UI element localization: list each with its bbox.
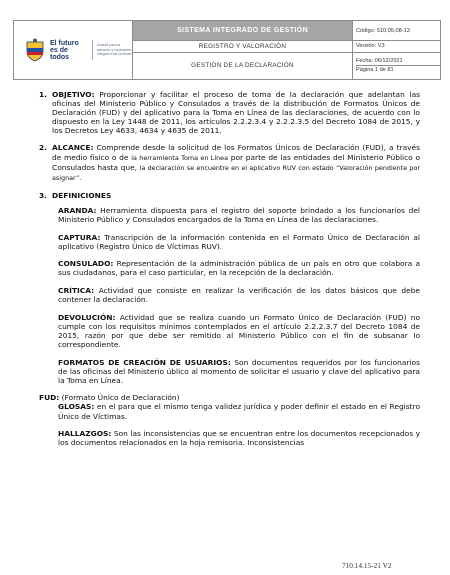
section-text: Proporcionar y facilitar el proceso de toma de la declaración que adelantan las oficinas del Ministerio Público y Consulados a través de la distribución de Formatos Únicos de Declaración (FUD) y del aplicativo para la Toma en Línea de las declaraciones, de acuerdo con lo dispuesto en la Ley 1448 de 2011, los artículos 2.2.2.3.4 y 2.2.2.3.5 del Decreto 1084 de 2015, y los Decretos Ley 4633, 4634 y 4635 de 2011. bbox=[52, 90, 420, 136]
doc-date: Fecha: 06/12/2021 bbox=[356, 57, 440, 66]
definition-text: Son documentos requeridos por los funcionarios de las oficinas del Ministerio úblico al momento de solicitar el usuario y clave del aplicativo para la Toma en Línea. bbox=[58, 357, 420, 385]
system-title: SISTEMA INTEGRADO DE GESTIÓN bbox=[133, 21, 353, 41]
definition-devolucion bbox=[58, 313, 420, 349]
doc-code: Código: 510,05,08-13 bbox=[353, 21, 441, 41]
section-text-small: la herramienta Toma en Línea bbox=[131, 153, 228, 162]
definition-text: Actividad que se realiza cuando un Formato Único de Declaración (FUD) no cumple con los requisitos mínimos contemplados en el artículo 2.2.2.3.7 del Decreto 1084 de 2015, razón por que debe ser remitido al Ministerio Público con el fin de subsanar lo correspondiente. bbox=[58, 312, 420, 349]
doc-page: Página 1 de 81 bbox=[356, 67, 394, 74]
definition-term: GLOSAS: bbox=[58, 402, 95, 412]
process-name: REGISTRO Y VALORACIÓN bbox=[133, 41, 353, 52]
definition-fud bbox=[39, 393, 420, 420]
logo-entity-text: Unidad para la atención y reparación integral a las víctimas bbox=[96, 43, 132, 57]
definition-term: FUD: bbox=[39, 393, 60, 403]
logo-line-1: El futuro bbox=[50, 39, 79, 47]
definition-consulado bbox=[58, 259, 420, 277]
section-definiciones bbox=[39, 190, 420, 200]
coat-of-arms-icon bbox=[24, 38, 46, 62]
definition-text: Transcripción de la información contenida en el Formato Único de Declaración al aplicativo (Registro Único de Víctimas RUV). bbox=[58, 232, 420, 251]
definition-captura bbox=[58, 233, 420, 251]
section-text: por parte de las entidades del Ministerio Público o Consulados hasta que, bbox=[52, 152, 420, 172]
document-body bbox=[0, 90, 450, 447]
section-number: 3. bbox=[39, 190, 48, 200]
logo-cell bbox=[14, 21, 133, 80]
definition-term: DEVOLUCIÓN: bbox=[58, 312, 116, 322]
footer-document-code: 710.14.15-21 V2 bbox=[342, 561, 392, 570]
definition-term: ARANDA: bbox=[58, 205, 97, 215]
doc-date-page bbox=[353, 52, 441, 79]
definition-text: Son las inconsistencias que se encuentran entre los documentos recepcionados y los documentos relacionados en la hoja remisoria. Inconsistencias bbox=[58, 429, 420, 448]
institution-logo bbox=[14, 38, 132, 62]
section-text-small: la declaración se encuentre en el aplicativo RUV con estado “Valoración pendiente por asignar”. bbox=[52, 163, 421, 182]
section-number: 1. bbox=[39, 90, 48, 99]
definition-critica bbox=[58, 286, 420, 304]
definition-term: HALLAZGOS: bbox=[58, 429, 112, 439]
definition-text: Representación de la administración pública de un país en otro que colabora a sus ciudadanos, para el caso particular, en la recepción de la declaración. bbox=[58, 259, 420, 278]
definition-hallazgos bbox=[58, 429, 420, 447]
definition-text: Actividad que consiste en realizar la verificación de los datos básicos que debe contener la declaración. bbox=[58, 286, 420, 305]
doc-version: Versión: V3 bbox=[353, 41, 441, 52]
procedure-name: GESTIÓN DE LA DECLARACIÓN bbox=[133, 52, 353, 79]
section-heading: OBJETIVO: bbox=[52, 90, 95, 99]
section-alcance bbox=[39, 143, 421, 182]
definition-text: (Formato Único de Declaración) bbox=[59, 393, 180, 403]
definition-text: en el para que el mismo tenga validez jurídica y poder definir el estado en el Registro Único de Víctimas. bbox=[58, 402, 420, 421]
fud-line bbox=[39, 393, 420, 402]
logo-slogan bbox=[50, 40, 88, 61]
section-heading: ALCANCE: bbox=[52, 143, 94, 153]
definition-term: FORMATOS DE CREACIÓN DE USUARIOS: bbox=[58, 357, 231, 367]
logo-line-2: es de todos bbox=[50, 46, 70, 61]
section-objetivo bbox=[39, 90, 420, 136]
section-number: 2. bbox=[39, 143, 48, 153]
definition-term: CRÍTICA: bbox=[58, 286, 95, 295]
definition-glosas bbox=[58, 402, 420, 420]
logo-divider bbox=[92, 40, 93, 60]
definition-formatos bbox=[58, 358, 420, 385]
section-heading: DEFINICIONES bbox=[52, 190, 112, 200]
section-text: Comprende desde la solicitud de los Formatos Únicos de Declaración (FUD), a través de medio físico o de bbox=[52, 143, 420, 162]
definition-aranda bbox=[58, 206, 420, 224]
definition-term: CAPTURA: bbox=[58, 232, 101, 242]
definition-term: CONSULADO: bbox=[58, 259, 114, 269]
definition-text: Herramienta dispuesta para el registro del soporte brindado a los funcionarios del Ministerio Público y Consulados encargados de la Toma en Línea de las declaraciones. bbox=[58, 205, 420, 225]
document-header bbox=[13, 20, 441, 80]
